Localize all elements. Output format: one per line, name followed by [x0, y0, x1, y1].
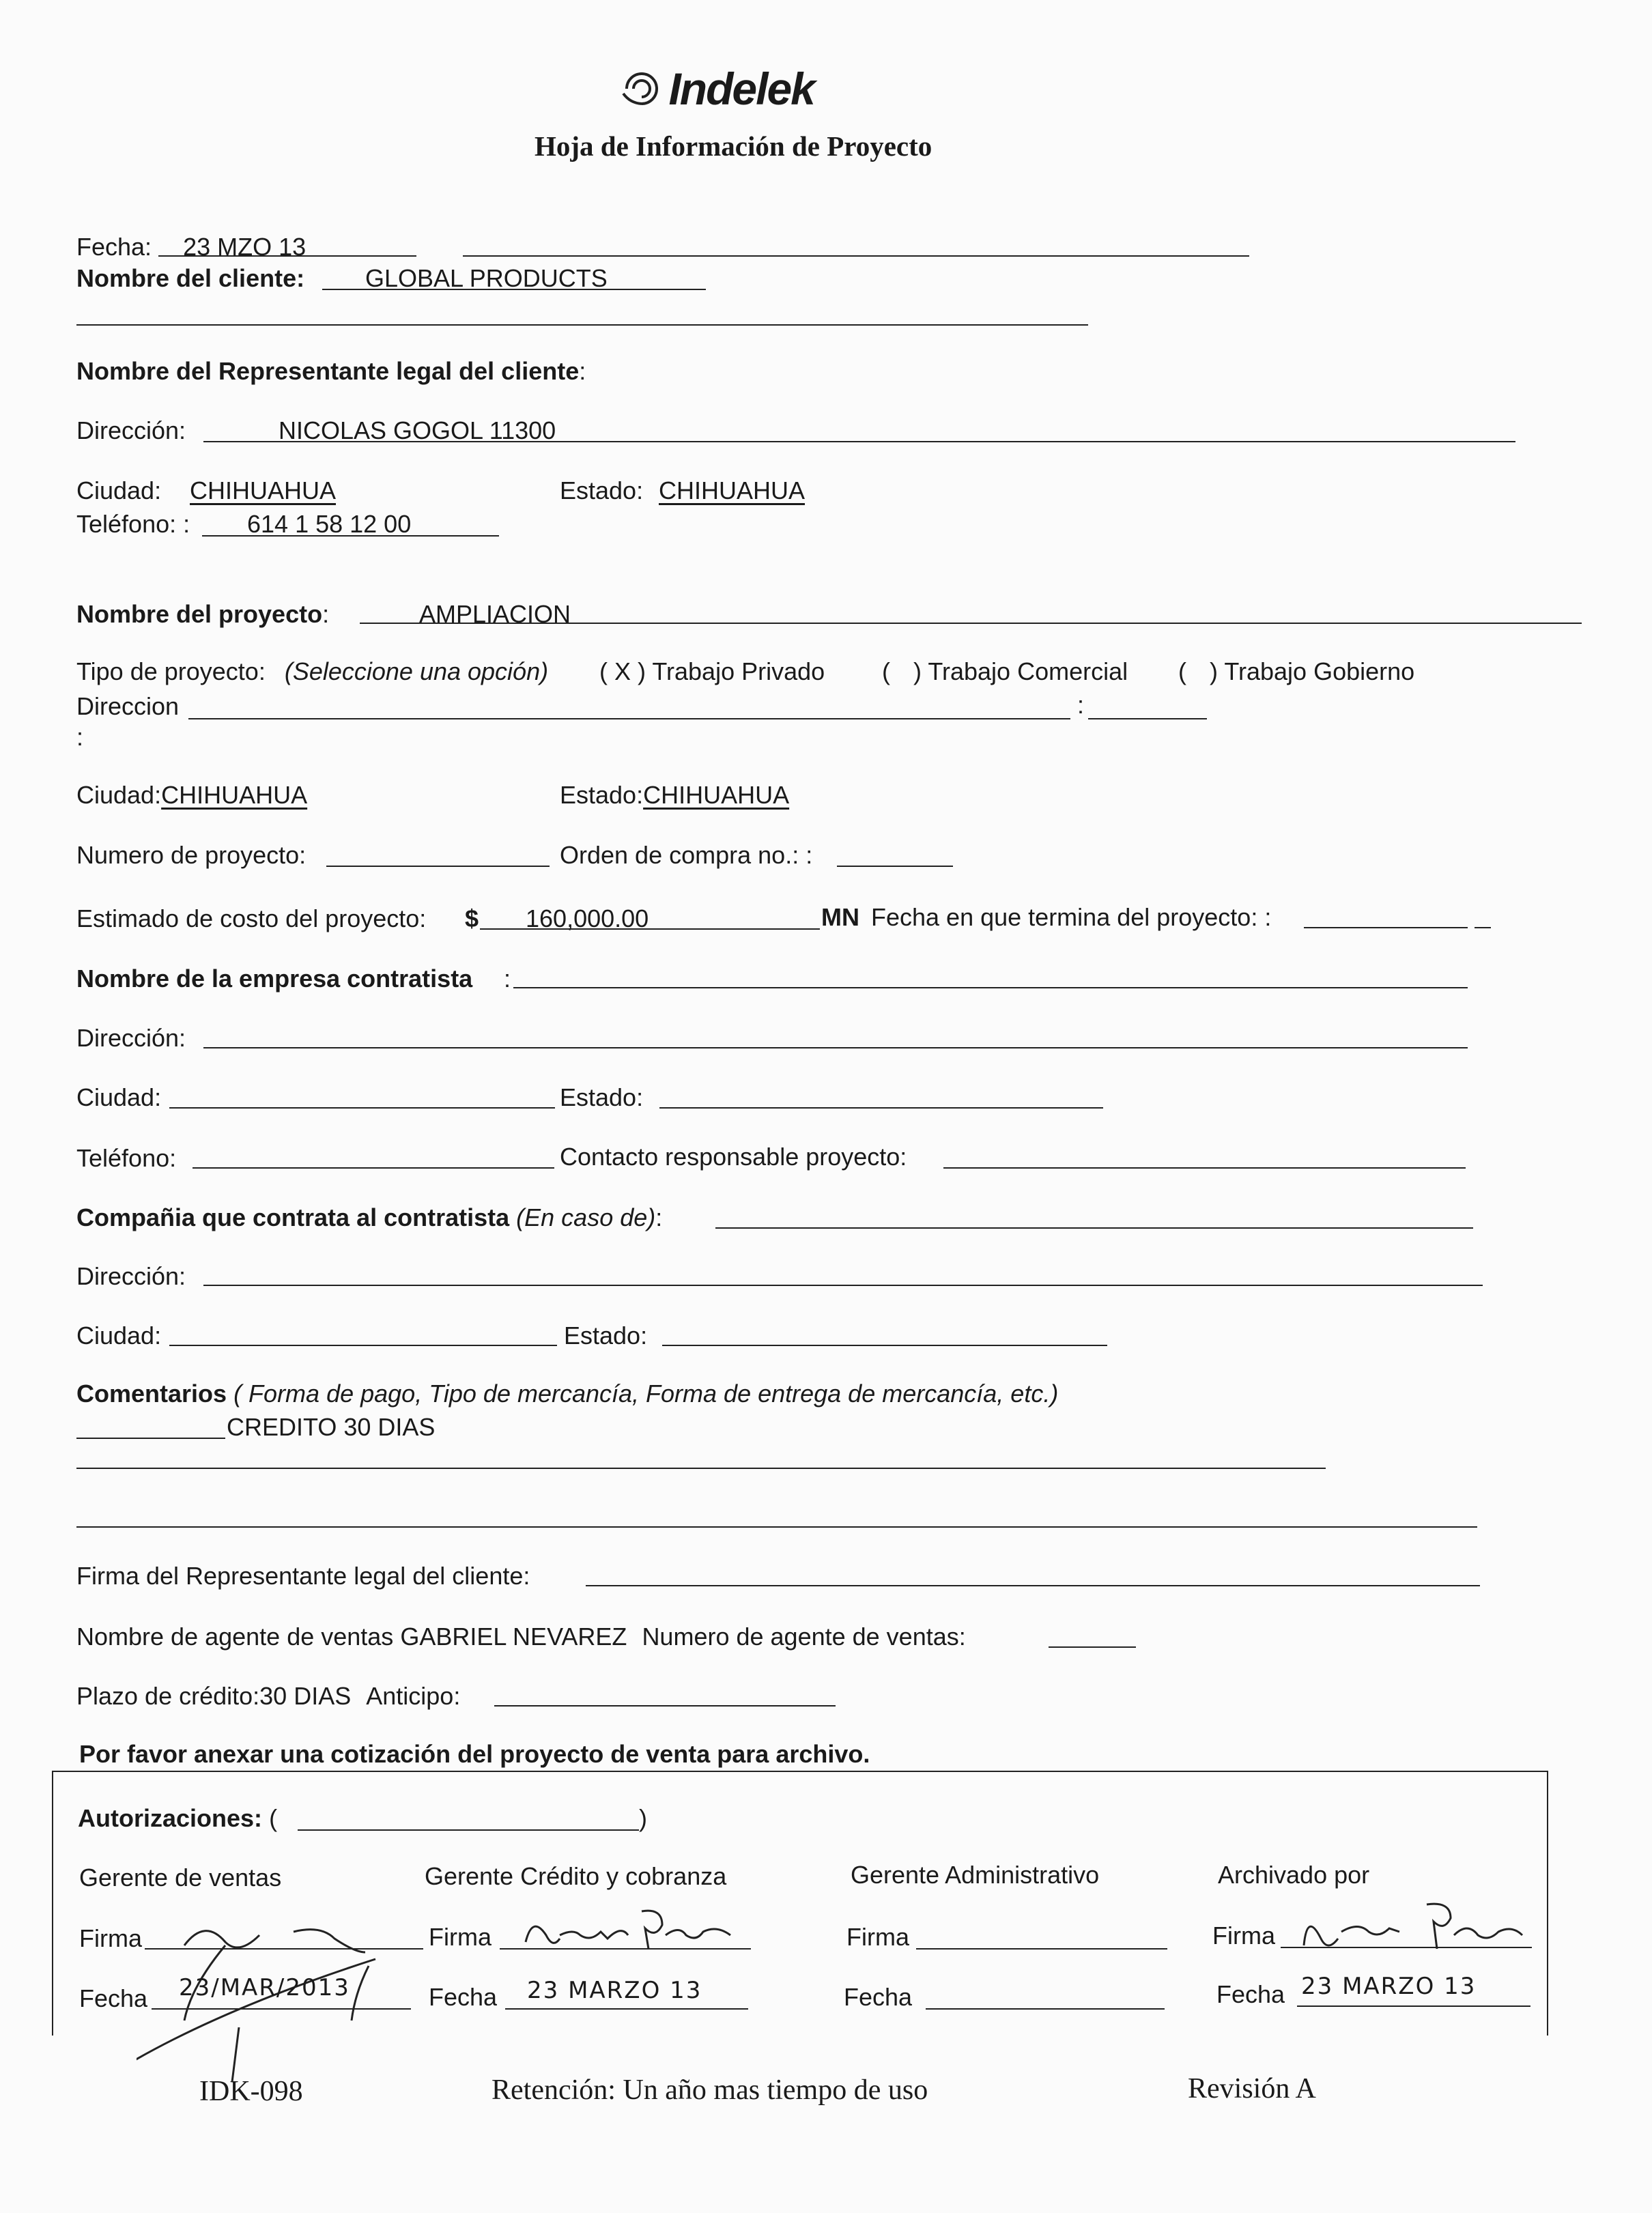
telefono-value[interactable]: 614 1 58 12 00	[247, 510, 412, 538]
proyecto-direccion-colon: :	[1077, 691, 1085, 719]
signature-credito	[519, 1904, 751, 1956]
comentarios-value[interactable]: CREDITO 30 DIAS	[227, 1413, 436, 1441]
numero-proyecto-label: Numero de proyecto:	[76, 841, 307, 869]
anexar-note: Por favor anexar una cotización del proyecto de venta para archivo.	[79, 1740, 870, 1768]
proyecto-direccion-colon-2: :	[76, 723, 84, 751]
empresa-contratista-colon: :	[504, 965, 511, 993]
checkbox-comercial[interactable]: ( )	[882, 657, 922, 685]
anticipo-label: Anticipo:	[366, 1682, 461, 1710]
proyecto-ciudad-row	[76, 780, 307, 810]
costo-value[interactable]: 160,000.00	[526, 904, 649, 932]
fecha-credito-label: Fecha	[429, 1983, 498, 2011]
fecha-ventas-value[interactable]: 23/MAR/2013	[179, 1974, 350, 2001]
proyecto-estado-row	[560, 780, 789, 810]
tipo-row	[76, 657, 548, 687]
autorizaciones-close-paren: )	[639, 1804, 647, 1832]
tipo-hint: (Seleccione una opción)	[284, 657, 549, 685]
checkbox-privado[interactable]: ( X )	[599, 657, 646, 685]
autorizaciones-row	[78, 1803, 277, 1833]
contratista-telefono-label: Teléfono:	[76, 1144, 177, 1172]
proyecto-ciudad-label: Ciudad:	[76, 781, 162, 809]
fecha-archivado-value[interactable]: 23 MARZO 13	[1301, 1973, 1477, 2000]
cliente-value[interactable]: GLOBAL PRODUCTS	[365, 264, 608, 292]
retention-note: Retención: Un año mas tiempo de uso	[492, 2074, 928, 2106]
compania-contrata-row: Compañia que contrata al contratista (En caso de):	[76, 1203, 663, 1231]
firma-representante-label: Firma del Representante legal del cliente:	[76, 1562, 530, 1590]
estado-label: Estado:	[560, 476, 644, 504]
proyecto-direccion-label: Direccion	[76, 692, 180, 720]
compania-ciudad-label: Ciudad:	[76, 1322, 162, 1350]
tipo-option-privado[interactable]	[599, 657, 825, 687]
firma-ventas-label: Firma	[79, 1924, 142, 1952]
ciudad-value[interactable]: CHIHUAHUA	[190, 476, 337, 504]
tipo-option-comercial[interactable]	[882, 657, 1128, 687]
proyecto-nombre-row	[76, 599, 329, 629]
logo-text: Indelek	[668, 63, 814, 114]
revision-label: Revisión A	[1188, 2073, 1316, 2104]
proyecto-ciudad-value[interactable]: CHIHUAHUA	[161, 781, 308, 809]
plazo-label: Plazo de crédito:	[76, 1682, 260, 1710]
agente-label: Nombre de agente de ventas	[76, 1623, 394, 1651]
proyecto-nombre-label: Nombre del proyecto	[76, 600, 323, 628]
signature-archivado	[1290, 1898, 1536, 1956]
fecha-label: Fecha:	[76, 233, 152, 261]
agente-row	[76, 1622, 966, 1652]
contratista-estado-label: Estado:	[560, 1083, 644, 1111]
contratista-direccion-label: Dirección:	[76, 1024, 186, 1052]
autorizaciones-label: Autorizaciones:	[78, 1804, 263, 1832]
col-gerente-credito-title: Gerente Crédito y cobranza	[425, 1862, 727, 1890]
document-code: IDK-098	[199, 2076, 303, 2107]
empresa-contratista-label: Nombre de la empresa contratista	[76, 965, 473, 993]
tipo-option-comercial-label: Trabajo Comercial	[928, 657, 1128, 685]
col-gerente-admin-title: Gerente Administrativo	[851, 1861, 1100, 1889]
agente-value[interactable]: GABRIEL NEVAREZ	[400, 1623, 627, 1651]
contacto-responsable-label: Contacto responsable proyecto:	[560, 1143, 907, 1171]
fecha-archivado-label: Fecha	[1216, 1980, 1285, 2008]
col-archivado-title: Archivado por	[1218, 1861, 1370, 1889]
compania-direccion-label: Dirección:	[76, 1262, 186, 1290]
proyecto-nombre-colon: :	[322, 600, 330, 628]
numero-agente-label: Numero de agente de ventas:	[642, 1623, 966, 1651]
firma-archivado-label: Firma	[1212, 1922, 1275, 1950]
telefono-label: Teléfono: :	[76, 510, 190, 538]
representante-colon: :	[579, 357, 586, 385]
direccion-label: Dirección:	[76, 416, 186, 444]
fecha-credito-value[interactable]: 23 MARZO 13	[527, 1977, 702, 2004]
compania-contrata-label: Compañia que contrata al contratista	[76, 1203, 510, 1231]
proyecto-nombre-value[interactable]: AMPLIACION	[419, 600, 571, 628]
tipo-option-gobierno-label: Trabajo Gobierno	[1224, 657, 1415, 685]
contratista-ciudad-label: Ciudad:	[76, 1083, 162, 1111]
fecha-row	[76, 232, 306, 262]
proyecto-estado-label: Estado:	[560, 781, 644, 809]
autorizaciones-open-paren: (	[269, 1804, 278, 1832]
plazo-value[interactable]: 30 DIAS	[259, 1682, 352, 1710]
tipo-option-gobierno[interactable]	[1178, 657, 1414, 687]
fecha-ventas-label: Fecha	[79, 1984, 148, 2012]
comentarios-row	[76, 1379, 1058, 1409]
termina-label: Fecha en que termina del proyecto: :	[871, 903, 1272, 931]
estado-value[interactable]: CHIHUAHUA	[659, 476, 806, 504]
representante-row	[76, 356, 586, 386]
comentarios-hint: ( Forma de pago, Tipo de mercancía, Forma de entrega de mercancía, etc.)	[233, 1380, 1059, 1408]
firma-credito-label: Firma	[429, 1923, 492, 1951]
col-gerente-ventas-title: Gerente de ventas	[79, 1864, 282, 1891]
cliente-label: Nombre del cliente:	[76, 264, 305, 292]
checkbox-gobierno[interactable]: ( )	[1178, 657, 1218, 685]
fecha-value[interactable]: 23 MZO 13	[183, 233, 307, 261]
comentarios-label: Comentarios	[76, 1380, 227, 1408]
compania-contrata-hint: (En caso de)	[516, 1203, 656, 1231]
representante-label: Nombre del Representante legal del cliente	[76, 357, 580, 385]
ciudad-label: Ciudad:	[76, 476, 162, 504]
plazo-row	[76, 1681, 460, 1711]
logo-swirl-icon	[618, 65, 666, 113]
page-title: Hoja de Información de Proyecto	[535, 130, 932, 162]
compania-estado-label: Estado:	[564, 1322, 648, 1350]
logo	[618, 63, 814, 115]
firma-admin-label: Firma	[846, 1923, 909, 1951]
costo-label: Estimado de costo del proyecto:	[76, 904, 427, 932]
direccion-value[interactable]: NICOLAS GOGOL 11300	[279, 416, 556, 444]
tipo-label: Tipo de proyecto:	[76, 657, 266, 685]
costo-currency: $	[465, 904, 479, 932]
costo-unit: MN	[821, 903, 859, 931]
orden-compra-label: Orden de compra no.: :	[560, 841, 813, 869]
proyecto-estado-value[interactable]: CHIHUAHUA	[643, 781, 790, 809]
fecha-admin-label: Fecha	[844, 1983, 913, 2011]
tipo-option-privado-label: Trabajo Privado	[652, 657, 825, 685]
